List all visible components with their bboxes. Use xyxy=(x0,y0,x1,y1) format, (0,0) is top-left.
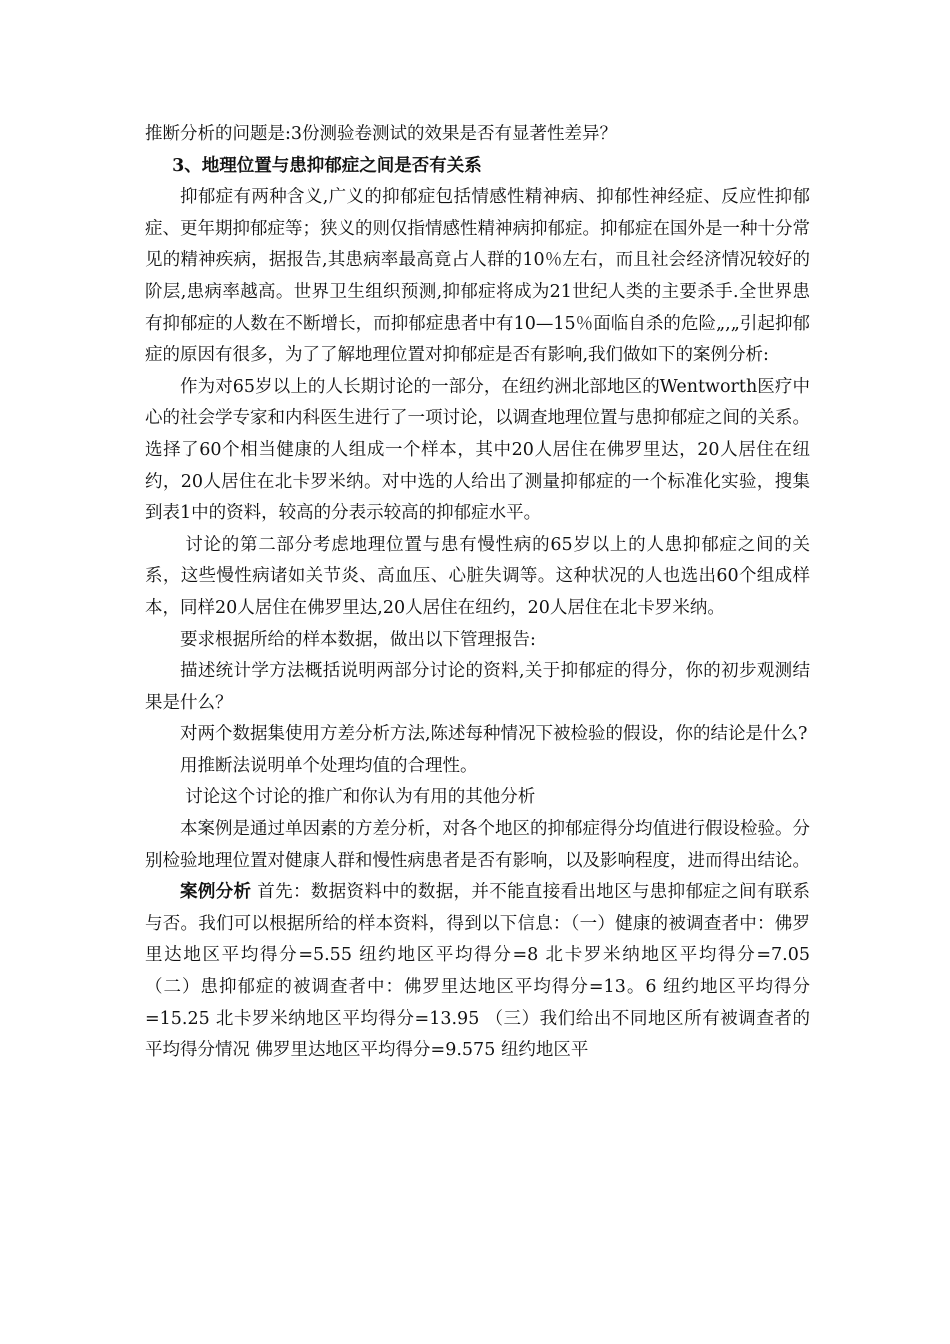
case-method-paragraph: 本案例是通过单因素的方差分析，对各个地区的抑郁症得分均值进行假设检验。分别检验地理位置对健康人群和慢性病患者是否有影响，以及影响程度，进而得出结论。 xyxy=(145,819,810,871)
requirement-paragraph: 要求根据所给的样本数据，做出以下管理报告: xyxy=(180,629,536,650)
depression-definition-paragraph: 抑郁症有两种含义,广义的抑郁症包括情感性精神病、抑郁性神经症、反应性抑郁症、更年期抑郁症等；狭义的则仅指情感性精神病抑郁症。抑郁症在国外是一种十分常见的精神疾病，据报告,其患病率最高竟占人群的10％左右，而且社会经济情况较好的阶层,患病率越高。世界卫生组织预测,抑郁症将成为21世纪人类的主要杀手.全世界患有抑郁症的人数在不断增长，而抑郁症患者中有10—15％面临自杀的危险„,„引起抑郁症的原因有很多，为了了解地理位置对抑郁症是否有影响,我们做如下的案例分析: xyxy=(145,187,810,366)
task1-paragraph: 描述统计学方法概括说明两部分讨论的资料,关于抑郁症的得分，你的初步观测结果是什么？ xyxy=(145,661,810,713)
section-heading-3: 3、地理位置与患抑郁症之间是否有关系 xyxy=(172,155,482,176)
task2-paragraph: 对两个数据集使用方差分析方法,陈述每种情况下被检验的假设，你的结论是什么? xyxy=(180,724,808,745)
task3-paragraph: 用推断法说明单个处理均值的合理性。 xyxy=(180,755,478,776)
case-analysis-body: 首先：数据资料中的数据，并不能直接看出地区与患抑郁症之间有联系与否。我们可以根据所给的样本资料，得到以下信息：（一）健康的被调查者中：佛罗里达地区平均得分=5.55 纽约地区平均得分=8 北卡罗米纳地区平均得分=7.05 （二）患抑郁症的被调查者中：佛罗里达地区平均得分=13。6 纽约地区平均得分=15.25 北卡罗米纳地区平均得分=13.95 （三）我们给出不同地区所有被调查者的平均得分情况 佛罗里达地区平均得分=9.575 纽约地区平 xyxy=(145,882,811,1061)
case-analysis-paragraph xyxy=(145,877,810,1067)
case-analysis-label: 案例分析 xyxy=(180,882,252,903)
document-page xyxy=(145,119,810,1067)
task4-paragraph: 讨论这个讨论的推广和你认为有用的其他分析 xyxy=(185,787,536,808)
study-part2-paragraph: 讨论的第二部分考虑地理位置与患有慢性病的65岁以上的人患抑郁症之间的关系，这些慢性病诸如关节炎、高血压、心脏失调等。这种状况的人也选出60个组成样本，同样20人居住在佛罗里达,20人居住在纽约，20人居住在北卡罗米纳。 xyxy=(145,534,810,618)
intro-question-paragraph: 推断分析的问题是:3份测验卷测试的效果是否有显著性差异？ xyxy=(145,124,618,144)
study-part1-paragraph: 作为对65岁以上的人长期讨论的一部分，在纽约洲北部地区的Wentworth医疗中心的社会学专家和内科医生进行了一项讨论，以调查地理位置与患抑郁症之间的关系。选择了60个相当健康的人组成一个样本，其中20人居住在佛罗里达，20人居住在纽约，20人居住在北卡罗米纳。对中选的人给出了测量抑郁症的一个标准化实验，搜集到表1中的资料，较高的分表示较高的抑郁症水平。 xyxy=(145,376,810,524)
